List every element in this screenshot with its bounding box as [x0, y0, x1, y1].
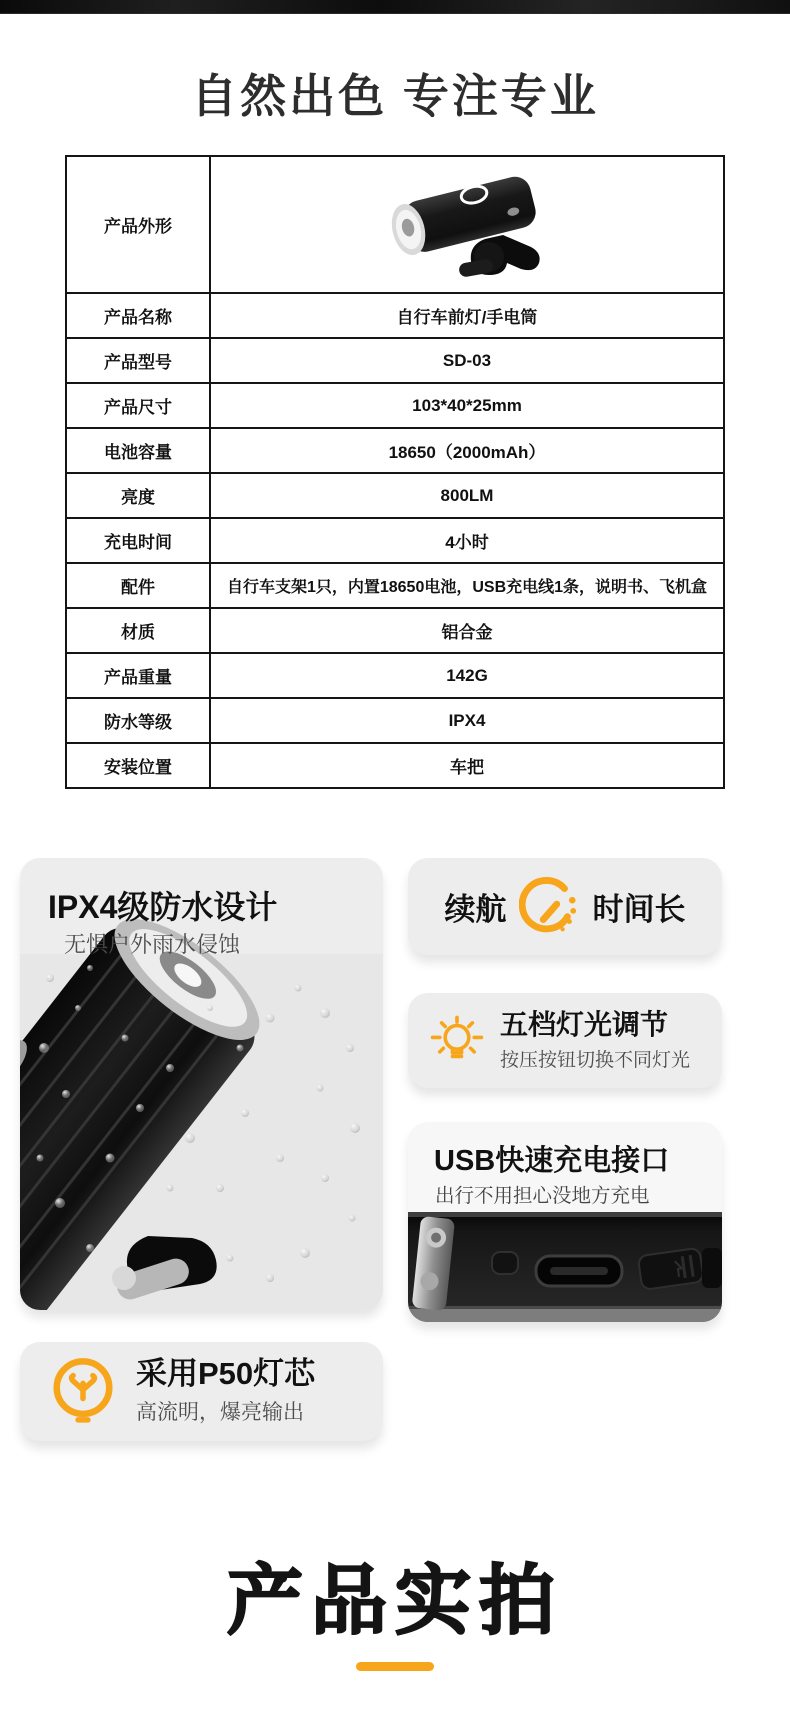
section-heading: 产品实拍 — [227, 1559, 563, 1644]
feature-card-waterproof — [20, 858, 383, 1310]
spec-label: 产品尺寸 — [66, 383, 210, 428]
heading-underline — [356, 1662, 434, 1671]
table-row — [66, 473, 724, 518]
spec-label: 产品型号 — [66, 338, 210, 383]
feature-card-chip — [20, 1342, 383, 1441]
bulb-rays-icon — [428, 1012, 486, 1070]
table-row — [66, 518, 724, 563]
endurance-suffix: 时间长 — [592, 892, 686, 927]
feature-title: USB快速充电接口 — [434, 1145, 670, 1177]
feature-subtitle: 按压按钮切换不同灯光 — [500, 1049, 691, 1071]
endurance-prefix: 续航 — [444, 892, 507, 927]
table-row — [66, 653, 724, 698]
page-title: 自然出色 专注专业 — [191, 70, 599, 122]
spec-value: 142G — [210, 653, 724, 698]
spec-table — [65, 155, 725, 789]
spec-value: 自行车前灯/手电筒 — [210, 293, 724, 338]
feature-title: IPX4级防水设计 — [48, 889, 278, 925]
table-row — [66, 743, 724, 788]
gauge-timer-icon — [519, 876, 581, 938]
feature-subtitle: 出行不用担心没地方充电 — [435, 1185, 650, 1207]
feature-subtitle: 高流明，爆亮输出 — [136, 1400, 304, 1424]
spec-label: 产品名称 — [66, 293, 210, 338]
table-row — [66, 383, 724, 428]
feature-card-usb — [408, 1122, 722, 1322]
spec-label: 安装位置 — [66, 743, 210, 788]
spec-label: 亮度 — [66, 473, 210, 518]
spec-value: 车把 — [210, 743, 724, 788]
bulb-circle-icon — [48, 1357, 118, 1427]
spec-value: 自行车支架1只，内置18650电池，USB充电线1条，说明书、飞机盒 — [210, 563, 724, 608]
spec-label: 产品外形 — [66, 156, 210, 293]
spec-label: 充电时间 — [66, 518, 210, 563]
feature-title: 采用P50灯芯 — [136, 1356, 316, 1392]
table-row — [66, 608, 724, 653]
spec-label: 配件 — [66, 563, 210, 608]
table-row — [66, 338, 724, 383]
spec-label: 产品重量 — [66, 653, 210, 698]
table-row — [66, 428, 724, 473]
table-row — [66, 698, 724, 743]
spec-value: 铝合金 — [210, 608, 724, 653]
spec-label: 材质 — [66, 608, 210, 653]
usb-port-photo — [408, 1212, 722, 1322]
spec-value: 103*40*25mm — [210, 383, 724, 428]
top-dark-strip — [0, 0, 790, 14]
spec-label: 防水等级 — [66, 698, 210, 743]
spec-label: 电池容量 — [66, 428, 210, 473]
flashlight-image — [367, 161, 567, 289]
spec-value: 18650（2000mAh） — [210, 428, 724, 473]
table-row — [66, 563, 724, 608]
feature-subtitle: 无惧户外雨水侵蚀 — [64, 932, 241, 957]
spec-value: 4小时 — [210, 518, 724, 563]
product-photo — [217, 157, 717, 292]
spec-value: SD-03 — [210, 338, 724, 383]
table-row — [66, 156, 724, 293]
feature-card-modes — [408, 993, 722, 1088]
spec-value: IPX4 — [210, 698, 724, 743]
feature-title: 五档灯光调节 — [500, 1009, 669, 1041]
spec-value: 800LM — [210, 473, 724, 518]
feature-card-endurance — [408, 858, 722, 955]
table-row — [66, 293, 724, 338]
